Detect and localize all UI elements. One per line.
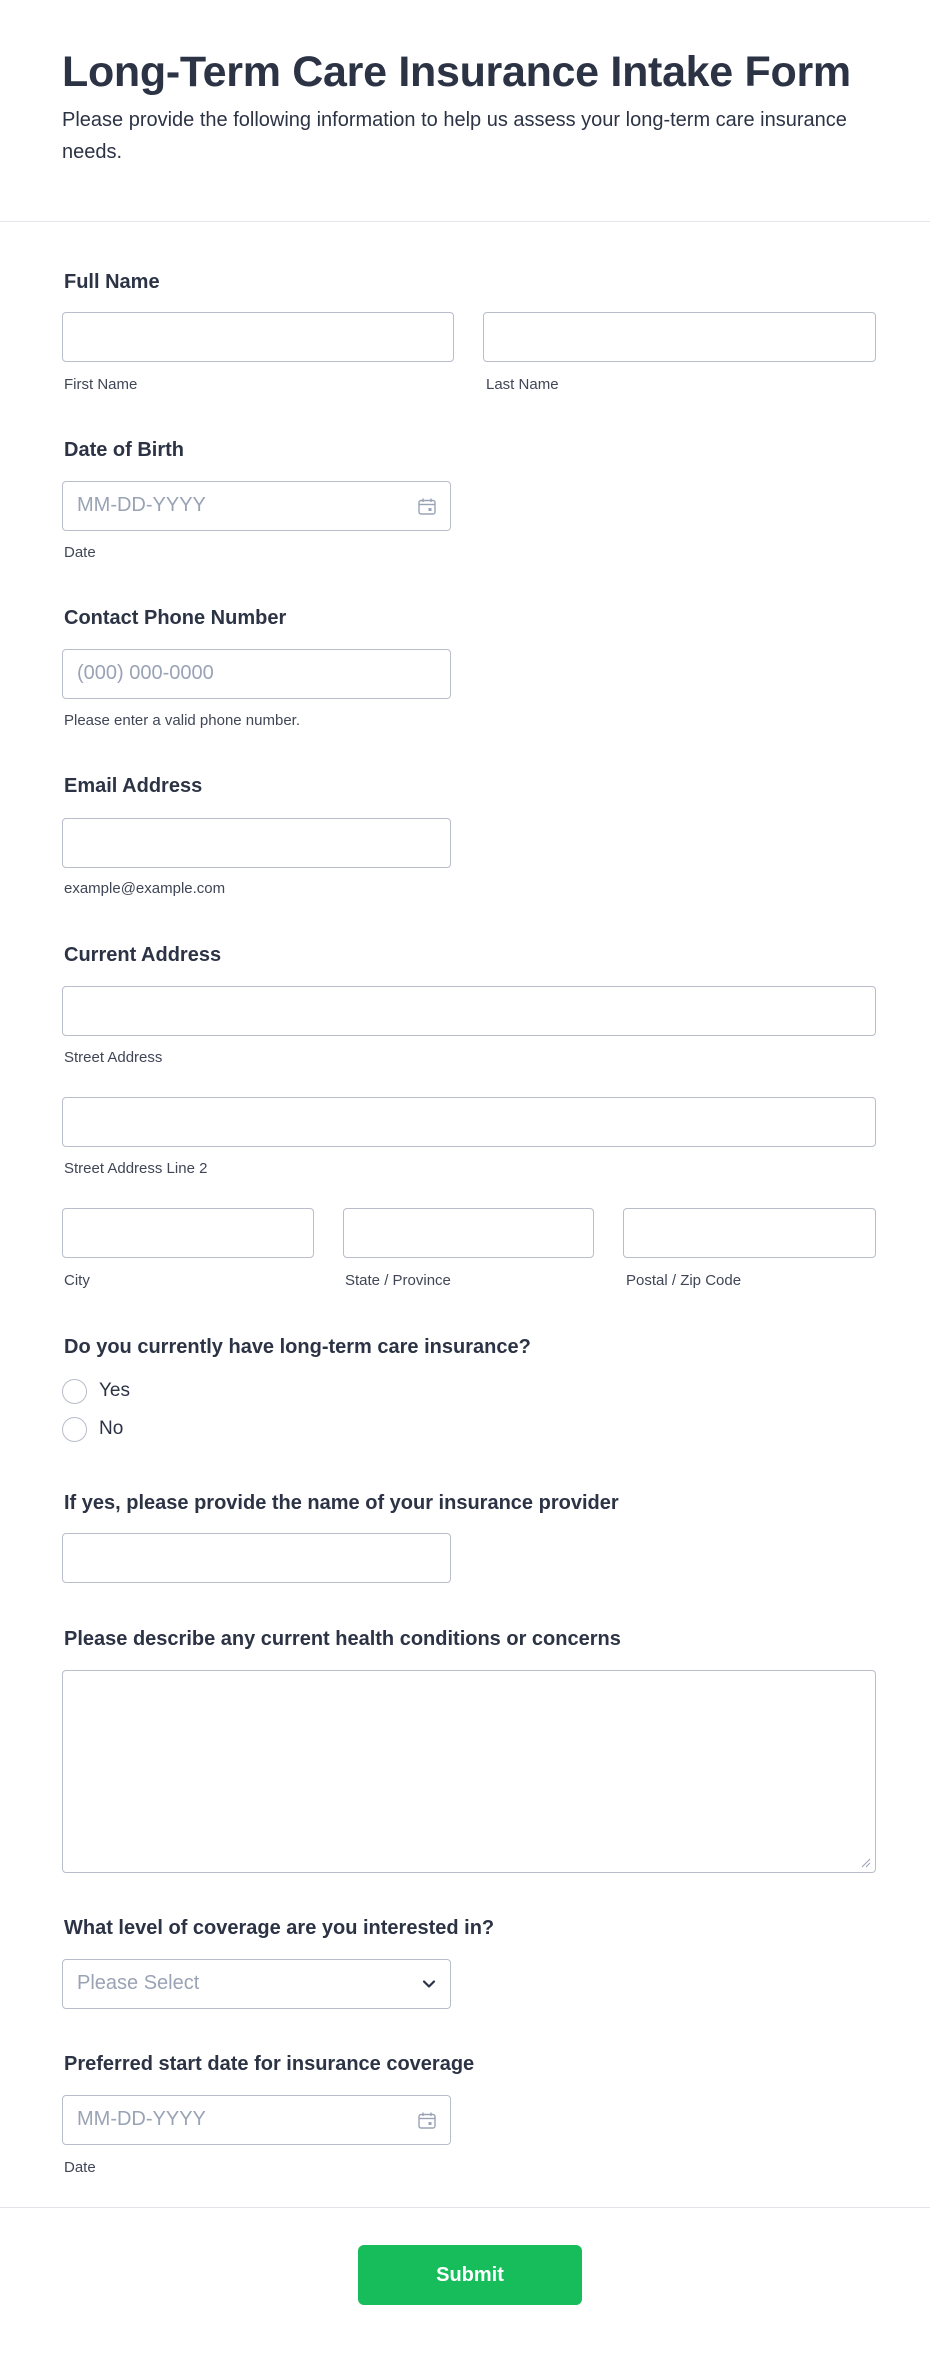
- has-insurance-label: Do you currently have long-term care insurance?: [64, 1336, 531, 1358]
- radio-no-label[interactable]: No: [99, 1418, 124, 1439]
- provider-label: If yes, please provide the name of your insurance provider: [64, 1492, 619, 1514]
- email-label: Email Address: [64, 775, 203, 797]
- health-label: Please describe any current health conditions or concerns: [64, 1628, 621, 1650]
- coverage-placeholder: Please Select: [77, 1972, 200, 1994]
- city-sublabel: City: [64, 1272, 90, 1289]
- submit-button[interactable]: Submit: [358, 2245, 582, 2305]
- calendar-icon[interactable]: [418, 2112, 436, 2129]
- start-date-placeholder: MM-DD-YYYY: [77, 2108, 206, 2130]
- first-name-input[interactable]: [62, 312, 454, 362]
- dob-label: Date of Birth: [64, 439, 184, 461]
- dob-input[interactable]: [62, 481, 451, 531]
- coverage-label: What level of coverage are you interested in?: [64, 1917, 495, 1939]
- last-name-sublabel: Last Name: [486, 376, 559, 393]
- first-name-sublabel: First Name: [64, 376, 138, 393]
- postal-code-input[interactable]: [623, 1208, 876, 1258]
- radio-option-yes[interactable]: [62, 1377, 130, 1405]
- chevron-down-icon: [420, 1975, 438, 1993]
- form-subtitle: Please provide the following information to help us assess your long-term care insurance needs.: [62, 109, 847, 163]
- address-label: Current Address: [64, 944, 222, 966]
- street-address-2-input[interactable]: [62, 1097, 876, 1147]
- dob-sublabel: Date: [64, 544, 96, 561]
- calendar-icon[interactable]: [418, 498, 436, 515]
- form-header: [0, 0, 930, 222]
- form-title: Long-Term Care Insurance Intake Form: [62, 48, 851, 96]
- street-address-sublabel: Street Address: [64, 1049, 163, 1066]
- phone-input[interactable]: [62, 649, 451, 699]
- full-name-label: Full Name: [64, 271, 160, 293]
- street-address-2-sublabel: Street Address Line 2: [64, 1160, 208, 1177]
- last-name-input[interactable]: [483, 312, 876, 362]
- city-input[interactable]: [62, 1208, 314, 1258]
- radio-yes[interactable]: [62, 1379, 87, 1404]
- email-input[interactable]: [62, 818, 451, 868]
- resize-handle-icon[interactable]: [861, 1858, 871, 1868]
- state-sublabel: State / Province: [345, 1272, 451, 1289]
- email-sublabel: example@example.com: [64, 880, 226, 897]
- postal-code-sublabel: Postal / Zip Code: [626, 1272, 742, 1289]
- provider-input[interactable]: [62, 1533, 451, 1583]
- footer-divider: [0, 2207, 930, 2208]
- dob-placeholder: MM-DD-YYYY: [77, 494, 206, 516]
- phone-sublabel: Please enter a valid phone number.: [64, 712, 300, 729]
- street-address-input[interactable]: [62, 986, 876, 1036]
- phone-placeholder: (000) 000-0000: [77, 662, 214, 684]
- state-input[interactable]: [343, 1208, 594, 1258]
- phone-label: Contact Phone Number: [64, 607, 287, 629]
- start-date-label: Preferred start date for insurance coverage: [64, 2053, 475, 2075]
- radio-option-no[interactable]: [62, 1415, 123, 1443]
- health-textarea[interactable]: [62, 1670, 876, 1873]
- start-date-sublabel: Date: [64, 2159, 96, 2176]
- radio-no[interactable]: [62, 1417, 87, 1442]
- start-date-input[interactable]: [62, 2095, 451, 2145]
- coverage-select[interactable]: [62, 1959, 451, 2009]
- radio-yes-label[interactable]: Yes: [99, 1380, 130, 1401]
